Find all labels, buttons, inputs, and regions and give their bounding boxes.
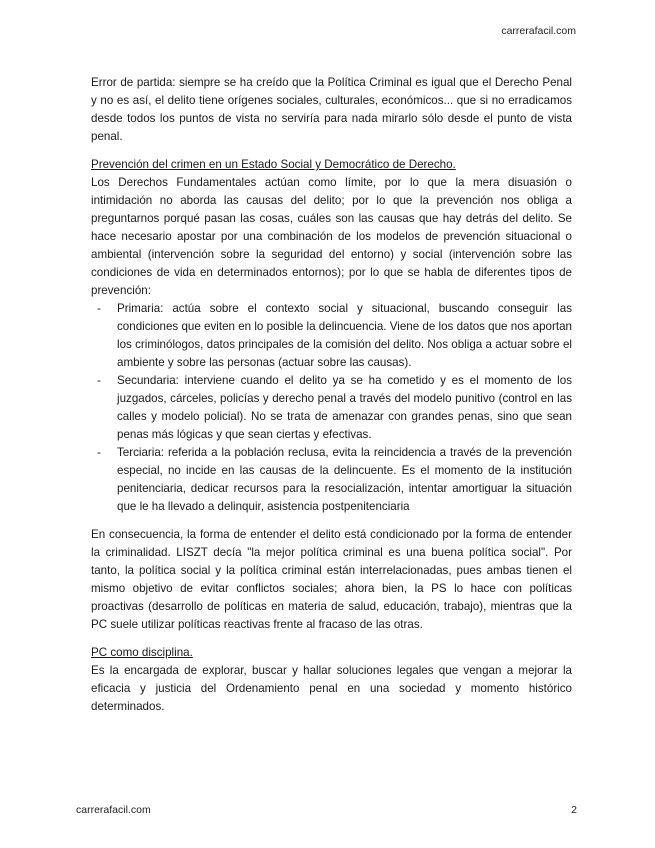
section-heading-discipline: PC como disciplina.: [91, 646, 193, 659]
list-item: - Secundaria: interviene cuando el delito ya se ha cometido y es el momento de los juzgados, cárceles, policías y derecho penal a través del modelo punitivo (control en las calles y modelo policial). No se trata de amenazar con grandes penas, sino que sean penas más lógicas y que sean ciertas y efectivas.: [97, 374, 572, 441]
header-site-name: carrerafacil.com: [501, 25, 576, 37]
prevention-types-list: [91, 300, 572, 516]
page-number: 2: [571, 804, 577, 816]
list-item-text: Secundaria: interviene cuando el delito ya se ha cometido y es el momento de los juzgados, cárceles, policías y derecho penal a través del modelo punitivo (control en las calles y modelo policial). No se trata de amenazar con grandes penas, sino que sean penas más lógicas y que sean ciertas y efectivas.: [117, 374, 572, 441]
discipline-paragraph: Es la encargada de explorar, buscar y hallar soluciones legales que vengan a mejorar la eficacia y justicia del Ordenamiento penal en una sociedad y momento histórico determinados.: [91, 664, 572, 713]
footer-site-name: carrerafacil.com: [76, 804, 151, 816]
list-item-text: Terciaria: referida a la población reclusa, evita la reincidencia a través de la prevención especial, no incide en las causas de la delincuente. Es el momento de la institución penitenciaria, dedicar recursos para la resocialización, intentar amortiguar la situación que le ha llevado a delinquir, asistencia postpenitenciaria: [117, 446, 572, 513]
consequence-paragraph: En consecuencia, la forma de entender el delito está condicionado por la forma de entender la criminalidad. LISZT decía "la mejor política criminal es una buena política social". Por tanto, la política social y la política criminal están interrelacionadas, pues ambas tienen el mismo objetivo de evitar conflictos sociales; ahora bien, la PS lo hace con políticas proactivas (desarrollo de políticas en materia de salud, educación, trabajo), mientras que la PC suele utilizar políticas reactivas frente al fracaso de las otras.: [91, 528, 572, 631]
intro-paragraph: Error de partida: siempre se ha creído que la Política Criminal es igual que el Derecho Penal y no es así, el delito tiene orígenes sociales, culturales, económicos... que si no erradicamos desde todos los puntos de vista no serviría para nada mirarlo sólo desde el punto de vista penal.: [91, 76, 572, 143]
list-item-text: Primaria: actúa sobre el contexto social y situacional, buscando conseguir las condiciones que eviten en lo posible la delincuencia. Viene de los datos que nos aportan los criminólogos, datos principales de la comisión del delito. Nos obliga a actuar sobre el ambiente y sobre las personas (actuar sobre las causas).: [117, 302, 572, 369]
list-item: - Terciaria: referida a la población reclusa, evita la reincidencia a través de la prevención especial, no incide en las causas de la delincuente. Es el momento de la institución penitenciaria, dedicar recursos para la resocialización, intentar amortiguar la situación que le ha llevado a delinquir, asistencia postpenitenciaria: [97, 446, 572, 513]
document-body: [91, 74, 572, 716]
list-item: - Primaria: actúa sobre el contexto social y situacional, buscando conseguir las condiciones que eviten en lo posible la delincuencia. Viene de los datos que nos aportan los criminólogos, datos principales de la comisión del delito. Nos obliga a actuar sobre el ambiente y sobre las personas (actuar sobre las causas).: [97, 302, 572, 369]
prevention-paragraph: Los Derechos Fundamentales actúan como límite, por lo que la mera disuasión o intimidación no aborda las causas del delito; por lo que la prevención nos obliga a preguntarnos porqué pasan las cosas, cuáles son las causas que hay detrás del delito. Se hace necesario apostar por una combinación de los modelos de prevención situacional o ambiental (intervención sobre la seguridad del entorno) y social (intervención sobre las condiciones de vida en determinados entornos); por lo que se habla de diferentes tipos de prevención:: [91, 176, 572, 297]
section-heading-prevention: Prevención del crimen en un Estado Social y Democrático de Derecho.: [91, 158, 456, 171]
